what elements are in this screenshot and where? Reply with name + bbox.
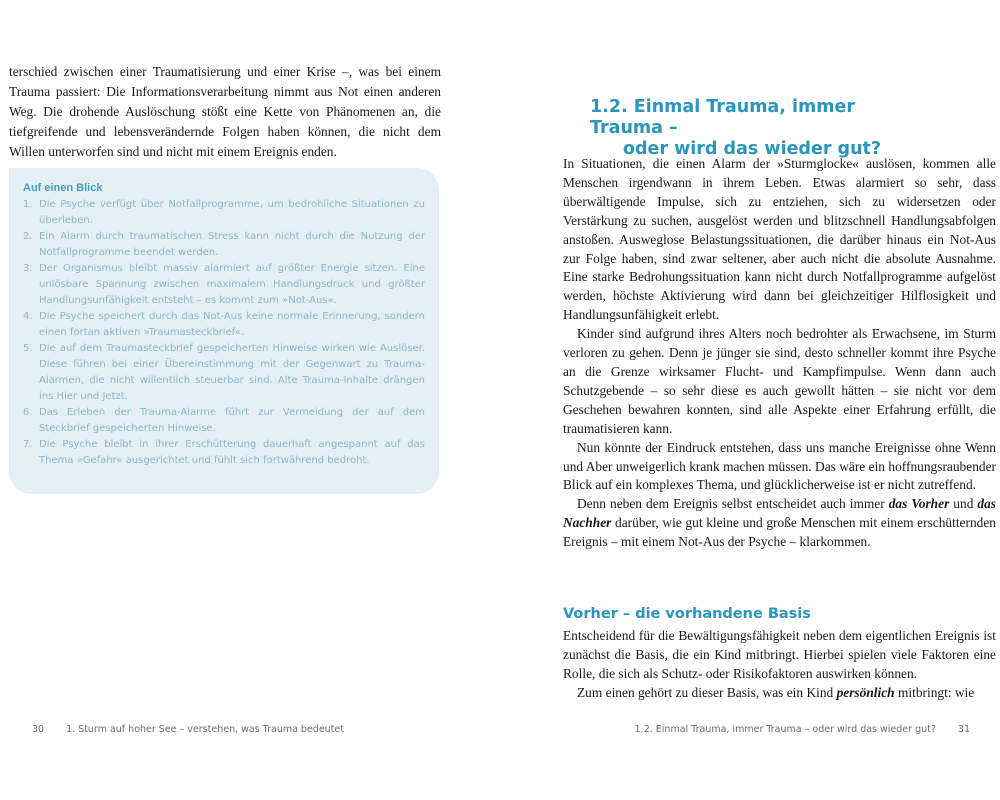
section-title xyxy=(590,97,920,160)
paragraph: Denn neben dem Ereignis selbst entscheidet auch immer das Vorher und das Nachher darüber, wie gut kleine und große Menschen mit einem erschütternden Ereignis – mit einem Not-Aus der Psyche – klarkommen. xyxy=(563,496,997,550)
sub-heading: Vorher – die vorhandene Basis xyxy=(563,606,811,622)
running-title: 1. Sturm auf hoher See – verstehen, was Trauma bedeutet xyxy=(66,724,345,735)
page-number: 31 xyxy=(957,724,970,735)
section-title-line1: 1.2. Einmal Trauma, immer Trauma – xyxy=(590,97,855,138)
summary-item: 7. Die Psyche bleibt in ihrer Erschütterung dauerhaft angespannt auf das Thema »Gefahr« ausgerichtet und fühlt sich fortwährend bedroht. xyxy=(23,439,425,466)
summary-box xyxy=(9,168,439,494)
right-page-body xyxy=(563,155,996,552)
right-page-footer xyxy=(635,724,970,735)
section-title-line2: oder wird das wieder gut? xyxy=(623,139,882,159)
summary-item: 4. Die Psyche speichert durch das Not-Aus keine normale Erinnerung, sondern einen fortan aktiven »Traumasteckbrief«. xyxy=(23,311,425,338)
paragraph: Kinder sind aufgrund ihres Alters noch bedrohter als Erwachsene, im Sturm verloren zu gehen. Denn je jünger sie sind, desto schneller kommt ihre Psyche an die Grenze wirksamer Flucht- und Kampfimpulse. Wenn dann auch Schutzgebende – so sehr diese es auch gewollt hätten – sie nicht vor dem Geschehen bewahren konnten, sind alle Aspekte einer Erfahrung erfüllt, die traumatisieren kann. xyxy=(563,326,996,436)
running-title: 1.2. Einmal Trauma, immer Trauma – oder wird das wieder gut? xyxy=(634,724,936,735)
emphasis: persönlich xyxy=(836,684,895,700)
emphasis: das Vorher xyxy=(888,496,950,512)
summary-box-title: Auf einen Blick xyxy=(23,182,103,194)
page-number: 30 xyxy=(32,724,45,735)
paragraph: Entscheidend für die Bewältigungsfähigkeit neben dem eigentlichen Ereignis ist zunächst die Basis, die ein Kind mitbringt. Hierbei spielen viele Faktoren eine Rolle, die sich als Schutz- oder Risikofaktoren auswirken können. xyxy=(563,628,996,681)
paragraph: Zum einen gehört zu dieser Basis, was ein Kind persönlich mitbringt: wie xyxy=(577,684,975,700)
right-page-body-2 xyxy=(563,627,996,703)
summary-item: 5. Die auf dem Traumasteckbrief gespeicherten Hinweise wirken wie Auslöser. Diese führen bei einer Übereinstimmung mit der Gegenwart zu Trauma-Alarmen, die nicht willentlich steuerbar sind. Alte Trauma-Inhalte drängen ins Hier und Jetzt. xyxy=(23,343,425,402)
paragraph: Nun könnte der Eindruck entstehen, dass uns manche Ereignisse ohne Wenn und Aber unweigerlich krank machen müssen. Das wäre ein hoffnungsraubender Blick auf ein komplexes Thema, und glücklicherweise ist er nicht zutreffend. xyxy=(563,439,996,493)
paragraph: In Situationen, die einen Alarm der »Sturmglocke« auslösen, kommen alle Menschen irgendwann in ihrem Leben. Etwas alarmiert so sehr, dass überwältigende Impulse, sich zu entziehen, sich zu widersetzen oder Verstärkung zu suchen, ausgelöst werden und blitzschnell Handlungsabfolgen anstoßen. Ausweglose Belastungssituationen, die darüber hinaus ein Not-Aus zur Folge haben, sind zwar seltener, aber auch nicht die absolute Ausnahme. Eine starke Bedrohungssituation kann nicht durch Notfallprogramme aufgelöst werden, höchste Aktivierung wird dann bei gleichzeitiger Hilflosigkeit und Handlungsunfähigkeit erlebt. xyxy=(563,156,996,323)
emphasis: das Nachher xyxy=(563,496,997,531)
summary-item: 3. Der Organismus bleibt massiv alarmiert auf größter Energie sitzen. Eine unlösbare Spannung zwischen maximalem Handlungsdruck und größter Handlungsunfähigkeit entsteht – es kommt zum »Not-Aus«. xyxy=(23,263,425,306)
left-page-footer xyxy=(32,724,344,735)
summary-list xyxy=(23,197,425,469)
summary-item: 1. Die Psyche verfügt über Notfallprogramme, um bedrohliche Situationen zu überleben. xyxy=(23,199,425,226)
left-page-paragraph: terschied zwischen einer Traumatisierung und einer Krise –, was bei einem Trauma passiert: Die Informationsverarbeitung nimmt aus Not einen anderen Weg. Die drohende Auslöschung stößt eine Kette von Phänomenen an, die tiefgreifende und lebensverändernde Folgen haben können, die nicht dem Willen unterworfen sind und nicht mit einem Ereignis enden. xyxy=(9,64,441,159)
summary-item: 2. Ein Alarm durch traumatischen Stress kann nicht durch die Nutzung der Notfallprogramme beendet werden. xyxy=(23,231,425,258)
summary-item: 6. Das Erleben der Trauma-Alarme führt zur Vermeidung der auf dem Steckbrief gespeicherten Hinweise. xyxy=(23,407,425,434)
